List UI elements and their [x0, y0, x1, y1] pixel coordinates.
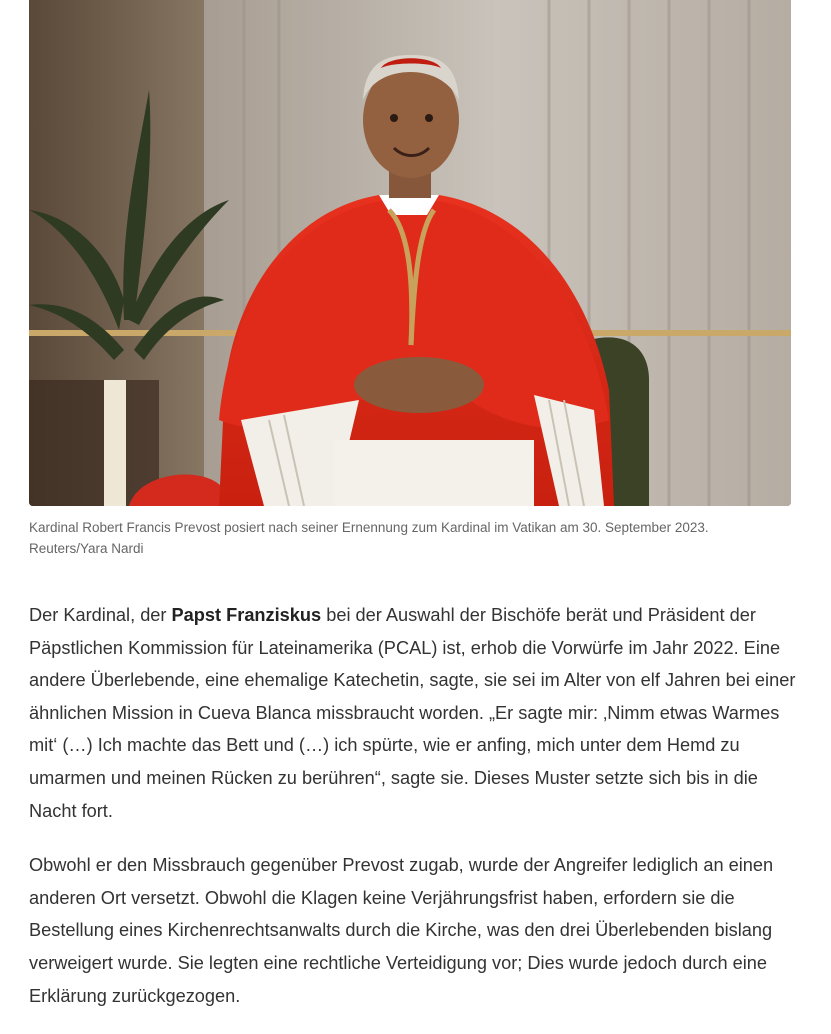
article-paragraph-1: [29, 599, 804, 827]
paragraph-1-start: Der Kardinal, der: [29, 605, 172, 625]
pope-francis-link[interactable]: Papst Franziskus: [171, 605, 322, 625]
caption-credit: Reuters/Yara Nardi: [29, 541, 144, 556]
article-photo: [29, 0, 791, 506]
article-body: [29, 599, 804, 1034]
cardinal-portrait-photo: [29, 0, 791, 506]
caption-text: Kardinal Robert Francis Prevost posiert nach seiner Ernennung zum Kardinal im Vatikan am 30. September 2023.: [29, 520, 709, 535]
photo-caption: [29, 517, 799, 559]
article-paragraph-2: Obwohl er den Missbrauch gegenüber Prevost zugab, wurde der Angreifer lediglich an einen anderen Ort versetzt. Obwohl die Klagen keine Verjährungsfrist haben, erfordern sie die Bestellung eines Kirchenrechtsanwalts durch die Kirche, was den drei Überlebenden bislang verweigert wurde. Sie legten eine rechtliche Verteidigung vor; Dies wurde jedoch durch eine Erklärung zurückgezogen.: [29, 855, 774, 1006]
paragraph-1-rest: bei der Auswahl der Bischöfe berät und Präsident der Päpstlichen Kommission für Lateinamerika (PCAL) ist, erhob die Vorwürfe im Jahr 2022. Eine andere Überlebende, eine ehemalige Katechetin, sagte, sie sei im Alter von elf Jahren bei einer ähnlichen Mission in Cueva Blanca missbraucht worden. „Er sagte mir: ‚Nimm etwas Warmes mit‘ (…) Ich machte das Bett und (…) ich spürte, wie er anfing, mich unter dem Hemd zu umarmen und meinen Rücken zu berühren“, sagte sie. Dieses Muster setzte sich bis in die Nacht fort.: [29, 605, 796, 821]
